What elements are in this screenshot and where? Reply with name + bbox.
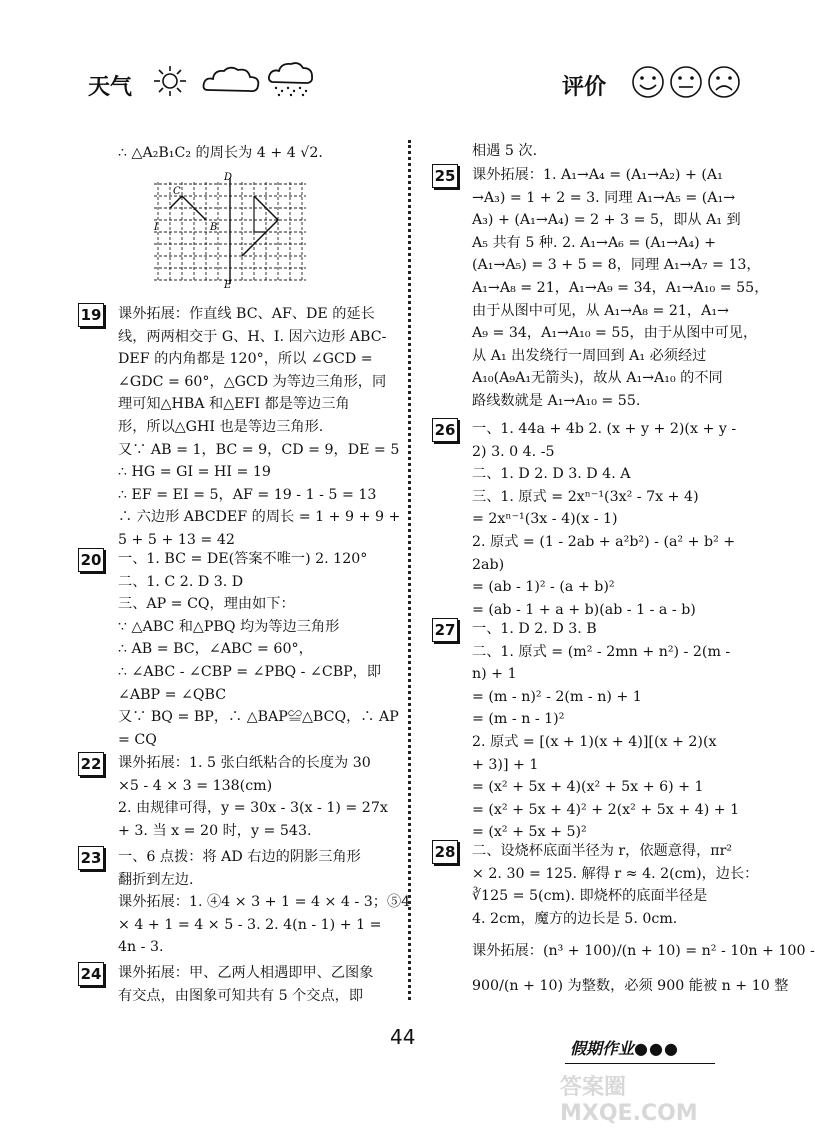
answer-block-22	[118, 752, 403, 842]
text-line: 二、1. 原式 = (m² - 2mn + n²) - 2(m -	[472, 643, 731, 660]
text-line: 课外拓展：1. ④4 × 3 + 1 = 4 × 4 - 3；⑤4	[118, 894, 411, 911]
smile-face-icon	[630, 64, 666, 100]
text-line: = (ab - 1)² - (a + b)²	[472, 579, 615, 596]
text-line: 路线数就是 A₁→A₁₀ = 55.	[472, 392, 641, 409]
answer-block-26	[472, 418, 744, 621]
answer-block-25	[472, 164, 769, 413]
problem-number-22: 22	[78, 752, 104, 776]
text-line: = (ab - 1 + a + b)(ab - 1 - a - b)	[472, 601, 696, 618]
text-line: 2ab)	[472, 556, 505, 573]
evaluation-label: 评价	[562, 75, 607, 100]
text-line: 线，两两相交于 G、H、I. 因六边形 ABC-	[118, 328, 387, 345]
answer-block-24-tail	[472, 140, 742, 163]
text-line: n) + 1	[472, 666, 517, 683]
text-line: ∴ △A₂B₁C₂ 的周长为 4 + 4 √2.	[118, 145, 323, 161]
problem-number-25: 25	[432, 164, 458, 188]
text-line: 相遇 5 次.	[472, 143, 538, 159]
text-line: 二、1. D 2. D 3. D 4. A	[472, 466, 631, 483]
figure-label-c: C	[173, 186, 181, 197]
series-label-text: 假期作业	[570, 1039, 635, 1058]
text-line: + 3. 当 x = 20 时，y = 543.	[118, 822, 312, 839]
answer-block-23	[118, 846, 411, 959]
text-line: 课外拓展：甲、乙两人相遇即甲、乙图象	[118, 965, 374, 981]
text-line: A₃) + (A₁→A₄) = 2 + 3 = 5，即从 A₁ 到	[472, 212, 741, 229]
text-line: 由于从图中可见，从 A₁→A₈ = 21，A₁→	[472, 302, 729, 319]
text-line: = (x² + 5x + 5)²	[472, 824, 587, 841]
text-line: 又∵ AB = 1，BC = 9，CD = 9，DE = 5	[118, 441, 400, 458]
rain-cloud-icon	[266, 60, 316, 100]
problem-number-27: 27	[432, 618, 458, 642]
text-line: A₁₀(A₉A₁无箭头)，故从 A₁→A₁₀ 的不同	[472, 370, 723, 387]
text-line: = (m - n - 1)²	[472, 711, 565, 728]
text-line: 一、6 点拨：将 AD 右边的阴影三角形	[118, 849, 361, 865]
cloud-icon	[200, 62, 262, 98]
text-line: 4n - 3.	[118, 939, 164, 956]
problem-number-19: 19	[78, 303, 104, 327]
text-line: A₅ 共有 5 种. 2. A₁→A₆ = (A₁→A₄) +	[472, 234, 717, 251]
text-line: A₁→A₈ = 21，A₁→A₉ = 34，A₁→A₁₀ = 55，	[472, 279, 769, 296]
text-line: = (x² + 5x + 4)(x² + 5x + 6) + 1	[472, 779, 704, 796]
text-line: 一、1. BC = DE(答案不唯一) 2. 120°	[118, 551, 368, 567]
text-line: ∴ AB = BC，∠ABC = 60°，	[118, 641, 313, 658]
text-line: 课外拓展：1. 5 张白纸粘合的长度为 30	[118, 755, 371, 771]
answer-block-18-tail	[118, 142, 398, 165]
text-line: ∴ 六边形 ABCDEF 的周长 = 1 + 9 + 9 +	[118, 509, 401, 526]
text-line: (A₁→A₅) = 3 + 5 = 8，同理 A₁→A₇ = 13，	[472, 257, 761, 274]
text-line: 一、1. D 2. D 3. B	[472, 621, 597, 637]
problem-number-26: 26	[432, 418, 458, 442]
text-line: 课外拓展：(n³ + 100)/(n + 10) = n² - 10n + 100 -	[472, 943, 815, 960]
sun-icon	[150, 64, 190, 98]
text-line: ∠GDC = 60°，△GCD 为等边三角形，同	[118, 373, 387, 390]
text-line: + 3)] + 1	[472, 756, 539, 773]
answer-block-20	[118, 548, 403, 751]
figure-label-d: D	[224, 172, 233, 183]
text-line: ∛125 = 5(cm). 即烧杯的底面半径是	[472, 888, 708, 905]
problem-number-28: 28	[432, 840, 458, 864]
answer-block-27	[472, 618, 744, 844]
page-number: 44	[390, 1025, 416, 1049]
figure-label-b: B	[210, 222, 218, 233]
text-line: 2) 3. 0 4. -5	[472, 443, 555, 460]
answer-block-19	[118, 303, 403, 552]
text-line: 课外拓展：作直线 BC、AF、DE 的延长	[118, 306, 375, 322]
text-line: = CQ	[118, 731, 157, 748]
text-line: = 2xⁿ⁻¹(3x - 4)(x - 1)	[472, 511, 618, 528]
text-line: 4. 2cm，魔方的边长是 5. 0cm.	[472, 910, 678, 927]
text-line: 一、1. 44a + 4b 2. (x + y + 2)(x + y -	[472, 421, 737, 437]
text-line: ∴ HG = GI = HI = 19	[118, 464, 271, 481]
text-line: 二、设烧杯底面半径为 r，依题意得，πr²	[472, 843, 733, 859]
text-line: × 4 + 1 = 4 × 5 - 3. 2. 4(n - 1) + 1 =	[118, 916, 382, 933]
footer-rule	[565, 1063, 715, 1064]
problem-number-20: 20	[78, 548, 104, 572]
text-line: 900/(n + 10) 为整数，必须 900 能被 n + 10 整	[472, 977, 789, 994]
text-line: ∴ EF = EI = 5，AF = 19 - 1 - 5 = 13	[118, 486, 377, 503]
text-line: = (x² + 5x + 4)² + 2(x² + 5x + 4) + 1	[472, 801, 740, 818]
text-line: →A₃) = 1 + 2 = 3. 同理 A₁→A₅ = (A₁→	[472, 189, 736, 206]
watermark: 答案圈 MXQE.COM	[560, 1075, 698, 1126]
text-line: 2. 由规律可得，y = 30x - 3(x - 1) = 27x	[118, 800, 388, 817]
answer-block-24	[118, 962, 403, 1007]
text-line: × 2. 30 = 125. 解得 r ≈ 4. 2(cm)，边长：	[472, 865, 759, 882]
text-line: 又∵ BQ = BP，∴ △BAP≌△BCQ，∴ AP	[118, 709, 399, 726]
text-line: = (m - n)² - 2(m - n) + 1	[472, 688, 642, 705]
coordinate-grid-figure	[150, 172, 310, 291]
text-line: A₉ = 34，A₁→A₁₀ = 55，由于从图中可见，	[472, 325, 758, 342]
problem-number-24: 24	[78, 962, 104, 986]
text-line: 三、AP = CQ，理由如下：	[118, 596, 295, 613]
figure-label-i: I	[154, 222, 158, 233]
answer-block-28	[472, 840, 815, 998]
text-line: 有交点，由图象可知共有 5 个交点，即	[118, 987, 364, 1004]
text-line: 5 + 5 + 13 = 42	[118, 531, 235, 548]
text-line: 形，所以△GHI 也是等边三角形.	[118, 418, 324, 435]
text-line: 课外拓展：1. A₁→A₄ = (A₁→A₂) + (A₁	[472, 167, 723, 183]
text-line: 二、1. C 2. D 3. D	[118, 573, 244, 590]
text-line: 2. 原式 = [(x + 1)(x + 4)][(x + 2)(x	[472, 733, 717, 750]
figure-label-e: E	[224, 280, 232, 291]
text-line: 理可知△HBA 和△EFI 都是等边三角	[118, 396, 350, 413]
text-line: ×5 - 4 × 3 = 138(cm)	[118, 777, 273, 794]
text-line: DEF 的内角都是 120°，所以 ∠GCD =	[118, 351, 373, 368]
text-line: 三、1. 原式 = 2xⁿ⁻¹(3x² - 7x + 4)	[472, 488, 699, 505]
series-dots: ●●●	[634, 1039, 679, 1058]
sad-face-icon	[706, 64, 742, 100]
text-line: ∵ △ABC 和△PBQ 均为等边三角形	[118, 618, 340, 635]
text-line: 2. 原式 = (1 - 2ab + a²b²) - (a² + b² +	[472, 533, 736, 550]
text-line: 从 A₁ 出发绕行一周回到 A₁ 必须经过	[472, 347, 707, 364]
problem-number-23: 23	[78, 846, 104, 870]
text-line: ∴ ∠ABC - ∠CBP = ∠PBQ - ∠CBP，即	[118, 663, 382, 680]
series-label	[570, 1036, 679, 1059]
text-line: 翻折到左边.	[118, 871, 194, 888]
column-divider	[408, 140, 411, 1000]
neutral-face-icon	[668, 64, 704, 100]
text-line: ∠ABP = ∠QBC	[118, 686, 227, 703]
weather-label: 天气	[88, 75, 133, 100]
